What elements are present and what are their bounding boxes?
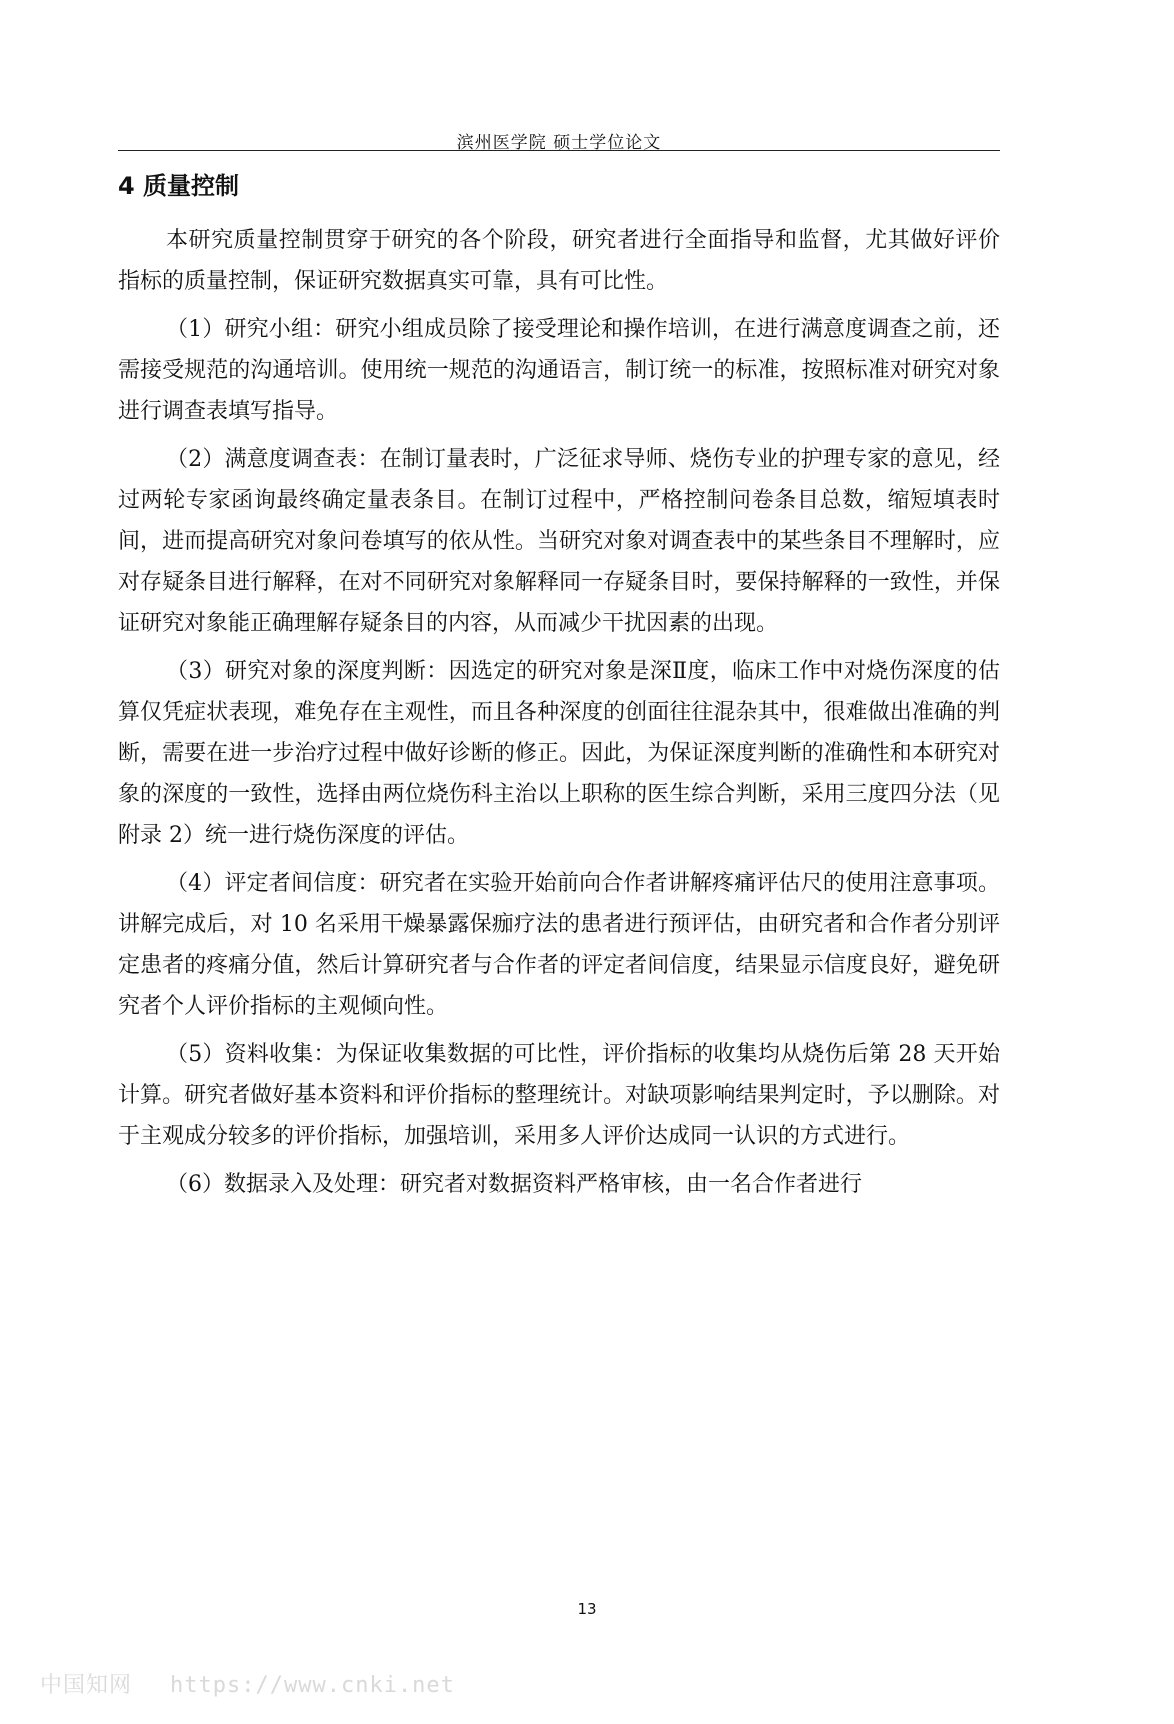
section-title: 4 质量控制 [118,172,240,200]
watermark-url: https://www.cnki.net [170,1673,455,1698]
paragraph-data-collection: （5）资料收集：为保证收集数据的可比性，评价指标的收集均从烧伤后第 28 天开始计算。研究者做好基本资料和评价指标的整理统计。对缺项影响结果判定时，予以删除。对于主观成分较多的评价指标，加强培训，采用多人评价达成同一认识的方式进行。 [118,1042,1000,1149]
watermark-site-name: 中国知网 [40,1673,133,1698]
paragraph-intro: 本研究质量控制贯穿于研究的各个阶段，研究者进行全面指导和监督，尤其做好评价指标的质量控制，保证研究数据真实可靠，具有可比性。 [118,228,1000,294]
paragraph-research-group: （1）研究小组：研究小组成员除了接受理论和操作培训，在进行满意度调查之前，还需接受规范的沟通培训。使用统一规范的沟通语言，制订统一的标准，按照标准对研究对象进行调查表填写指导。 [118,317,1000,424]
paragraph-data-entry: （6）数据录入及处理：研究者对数据资料严格审核，由一名合作者进行 [166,1172,862,1197]
paragraph-survey: （2）满意度调查表：在制订量表时，广泛征求导师、烧伤专业的护理专家的意见，经过两轮专家函询最终确定量表条目。在制订过程中，严格控制问卷条目总数，缩短填表时间，进而提高研究对象问卷填写的依从性。当研究对象对调查表中的某些条目不理解时，应对存疑条目进行解释，在对不同研究对象解释同一存疑条目时，要保持解释的一致性，并保证研究对象能正确理解存疑条目的内容，从而减少干扰因素的出现。 [118,447,1000,636]
cnki-watermark [40,1668,493,1699]
page-number: 13 [577,1600,597,1618]
running-header: 滨州医学院 硕士学位论文 [456,133,662,153]
header-rule [118,150,1000,151]
paragraph-depth-judgment: （3）研究对象的深度判断：因选定的研究对象是深Ⅱ度，临床工作中对烧伤深度的估算仅凭症状表现，难免存在主观性，而且各种深度的创面往往混杂其中，很难做出准确的判断，需要在进一步治疗过程中做好诊断的修正。因此，为保证深度判断的准确性和本研究对象的深度的一致性，选择由两位烧伤科主治以上职称的医生综合判断，采用三度四分法（见附录 2）统一进行烧伤深度的评估。 [118,659,1000,848]
paragraph-interrater-reliability: （4）评定者间信度：研究者在实验开始前向合作者讲解疼痛评估尺的使用注意事项。讲解完成后，对 10 名采用干燥暴露保痂疗法的患者进行预评估，由研究者和合作者分别评定患者的疼痛分值，然后计算研究者与合作者的评定者间信度，结果显示信度良好，避免研究者个人评价指标的主观倾向性。 [118,871,1000,1019]
body-text [118,220,1000,1205]
